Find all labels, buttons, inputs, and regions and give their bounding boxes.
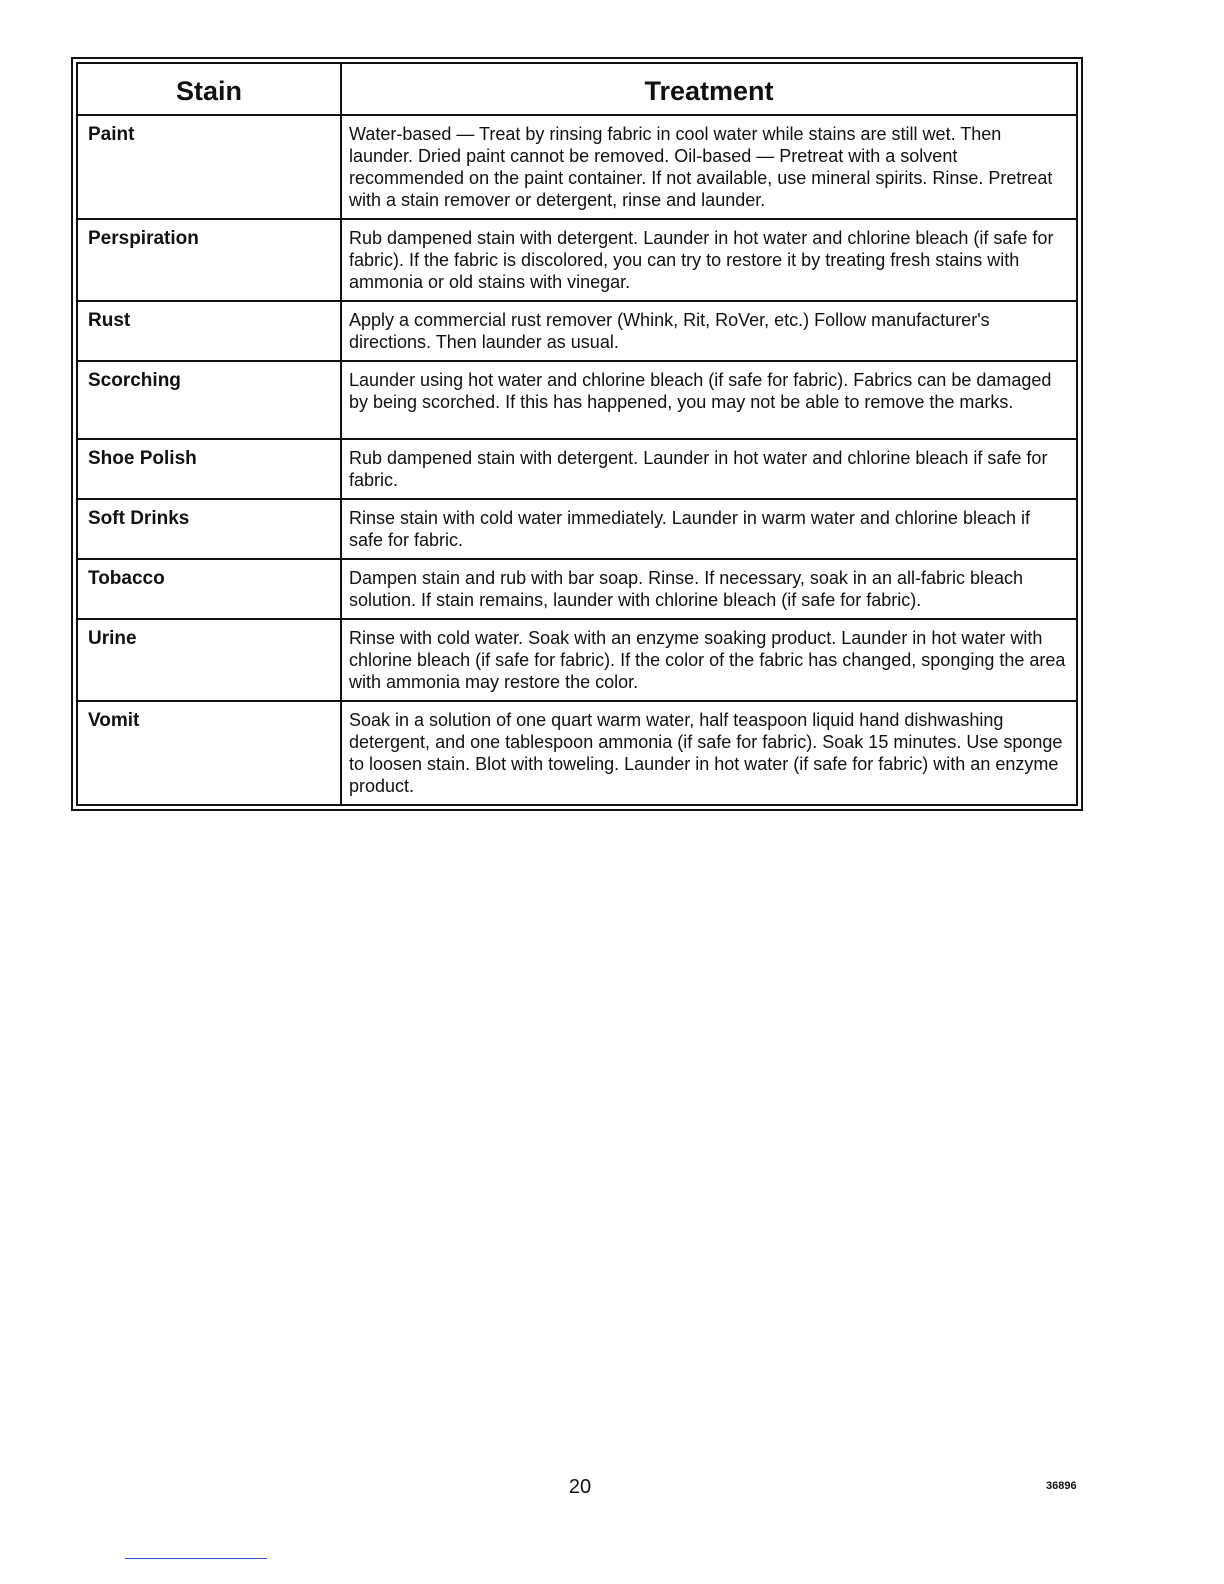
treatment-cell: Rub dampened stain with detergent. Launder in hot water and chlorine bleach if safe for fabric.: [341, 439, 1077, 499]
table-row: [77, 439, 1077, 499]
stain-name-cell: Vomit: [77, 701, 341, 805]
table-row: [77, 559, 1077, 619]
treatment-cell: Rinse stain with cold water immediately. Launder in warm water and chlorine bleach if safe for fabric.: [341, 499, 1077, 559]
page-number: 20: [568, 1476, 592, 1498]
table-header-row: [77, 63, 1077, 115]
treatment-cell: Soak in a solution of one quart warm water, half teaspoon liquid hand dishwashing detergent, and one tablespoon ammonia (if safe for fabric). Soak 15 minutes. Use sponge to loosen stain. Blot with toweling. Launder in hot water (if safe for fabric) with an enzyme product.: [341, 701, 1077, 805]
table-row: [77, 499, 1077, 559]
treatment-cell: Launder using hot water and chlorine bleach (if safe for fabric). Fabrics can be damaged by being scorched. If this has happened, you may not be able to remove the marks.: [341, 361, 1077, 439]
table-row: [77, 115, 1077, 219]
stain-name-cell: Urine: [77, 619, 341, 701]
stain-name-cell: Perspiration: [77, 219, 341, 301]
table-row: [77, 219, 1077, 301]
treatment-cell: Water-based — Treat by rinsing fabric in cool water while stains are still wet. Then launder. Dried paint cannot be removed. Oil-based — Pretreat with a solvent recommended on the paint container. If not available, use mineral spirits. Rinse. Pretreat with a stain remover or detergent, rinse and launder.: [341, 115, 1077, 219]
bottom-divider: [125, 1558, 267, 1559]
treatment-cell: Apply a commercial rust remover (Whink, Rit, RoVer, etc.) Follow manufacturer's directions. Then launder as usual.: [341, 301, 1077, 361]
stain-name-cell: Rust: [77, 301, 341, 361]
treatment-column-header: Treatment: [341, 63, 1077, 115]
stain-treatment-table: [76, 62, 1078, 806]
table-row: [77, 701, 1077, 805]
stain-column-header: Stain: [77, 63, 341, 115]
table-row: [77, 361, 1077, 439]
document-code: 36896: [1046, 1480, 1077, 1492]
stain-name-cell: Soft Drinks: [77, 499, 341, 559]
treatment-cell: Dampen stain and rub with bar soap. Rinse. If necessary, soak in an all-fabric bleach solution. If stain remains, launder with chlorine bleach (if safe for fabric).: [341, 559, 1077, 619]
stain-name-cell: Scorching: [77, 361, 341, 439]
treatment-cell: Rub dampened stain with detergent. Launder in hot water and chlorine bleach (if safe for fabric). If the fabric is discolored, you can try to restore it by treating fresh stains with ammonia or old stains with vinegar.: [341, 219, 1077, 301]
stain-name-cell: Shoe Polish: [77, 439, 341, 499]
table-row: [77, 619, 1077, 701]
table-row: [77, 301, 1077, 361]
stain-treatment-table-frame: [71, 57, 1083, 811]
stain-name-cell: Paint: [77, 115, 341, 219]
treatment-cell: Rinse with cold water. Soak with an enzyme soaking product. Launder in hot water with chlorine bleach (if safe for fabric). If the color of the fabric has changed, sponging the area with ammonia may restore the color.: [341, 619, 1077, 701]
stain-name-cell: Tobacco: [77, 559, 341, 619]
